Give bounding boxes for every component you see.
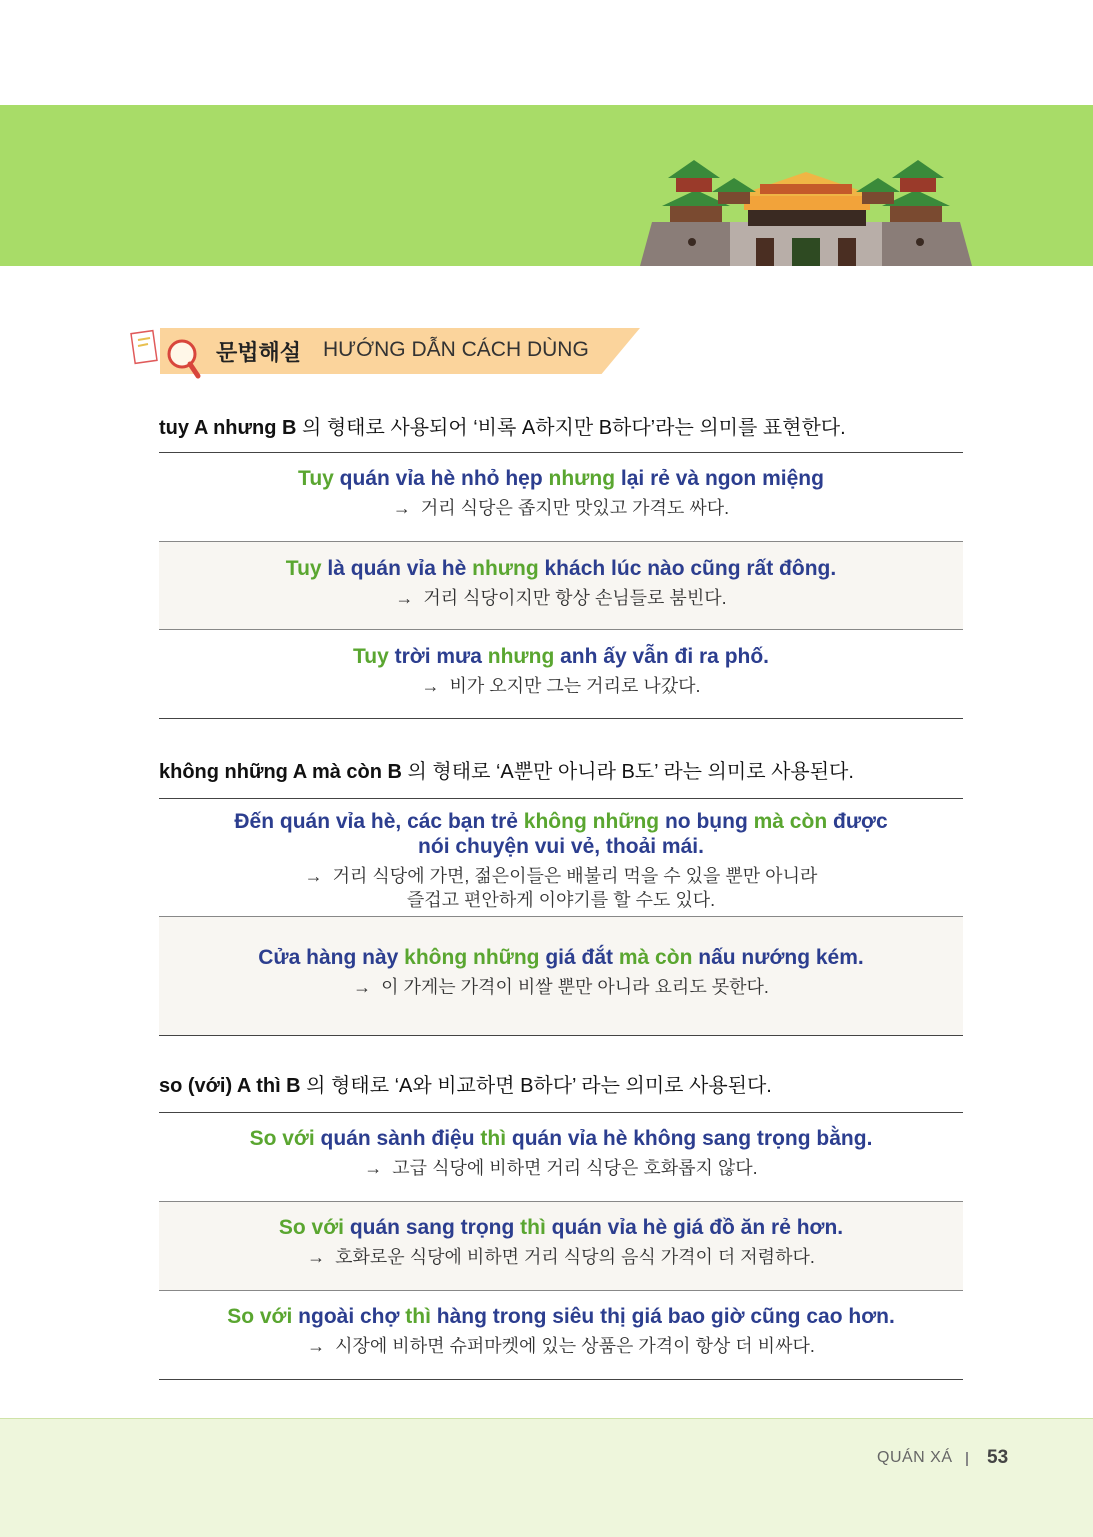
arrow-icon: →: [421, 676, 440, 696]
example-row: [159, 1113, 963, 1202]
sentence-text: hàng trong siêu thị giá bao giờ cũng cao hơn.: [430, 1305, 895, 1328]
example-row: [159, 917, 963, 1035]
grammar-keyword: nhưng: [487, 645, 555, 668]
sentence-text: quán vỉa hè giá đồ ăn rẻ hơn.: [545, 1216, 844, 1239]
sentence-text: quán vỉa hè không sang trọng bằng.: [506, 1127, 873, 1150]
sentence-text: ngoài chợ: [292, 1305, 406, 1328]
sentence-text: anh ấy vẫn đi ra phố.: [554, 645, 770, 668]
sentence-text: lại rẻ và ngon miệng: [615, 467, 824, 490]
magnifier-notes-icon: [130, 326, 202, 382]
rule-title: [159, 1069, 772, 1098]
translation-text: 고급 식당에 비하면 거리 식당은 호화롭지 않다.: [392, 1158, 758, 1178]
translation-text: 거리 식당에 가면, 젊은이들은 배불리 먹을 수 있을 뿐만 아니라 즐겁고 편안하게 이야기를 할 수도 있다.: [332, 866, 818, 910]
sentence-text: Đến quán vỉa hè, các bạn trẻ: [234, 810, 524, 833]
korean-translation: [159, 1245, 963, 1269]
sentence-text: Cửa hàng này: [258, 946, 405, 969]
footer-separator: [966, 1452, 968, 1466]
korean-translation: [159, 496, 963, 520]
grammar-keyword: So với: [249, 1127, 315, 1150]
rule-pattern: tuy A nhưng B: [159, 417, 297, 439]
sentence-text: quán sành điệu: [314, 1127, 481, 1150]
example-row: [159, 1202, 963, 1291]
heading-korean: 문법해설: [216, 340, 302, 365]
grammar-keyword: thì: [480, 1127, 507, 1150]
sentence-text: giá đắt: [539, 946, 619, 969]
rule-title: [159, 755, 854, 784]
translation-text: 호화로운 식당에 비하면 거리 식당의 음식 가격이 더 저렴하다.: [335, 1247, 815, 1267]
sentence-text: quán vỉa hè nhỏ hẹp: [333, 467, 549, 490]
translation-text: 거리 식당은 좁지만 맛있고 가격도 싸다.: [420, 498, 730, 518]
korean-translation: [159, 586, 963, 610]
example-row: [159, 799, 963, 917]
vietnamese-sentence: [159, 556, 963, 581]
sentence-text: khách lúc nào cũng rất đông.: [538, 557, 837, 580]
translation-text: 이 가게는 가격이 비쌀 뿐만 아니라 요리도 못한다.: [381, 977, 769, 997]
grammar-keyword: thì: [405, 1305, 431, 1328]
korean-translation: [159, 864, 963, 912]
korean-translation: [159, 1156, 963, 1180]
arrow-icon: →: [364, 1158, 383, 1178]
rule-pattern: không những A mà còn B: [159, 761, 402, 783]
sentence-text: nấu nướng kém.: [692, 946, 864, 969]
grammar-keyword: nhưng: [548, 467, 616, 490]
rule-description: 의 형태로 ‘A뿐만 아니라 B도’ 라는 의미로 사용된다.: [402, 761, 854, 783]
vietnamese-sentence: [159, 466, 963, 491]
arrow-icon: →: [392, 498, 411, 518]
korean-translation: [159, 674, 963, 698]
sentence-text: quán sang trọng: [343, 1216, 521, 1239]
grammar-keyword: không những: [523, 810, 660, 833]
sentence-text: là quán vỉa hè: [321, 557, 473, 580]
translation-text: 비가 오지만 그는 거리로 나갔다.: [449, 676, 701, 696]
sentence-text: no bụng: [659, 810, 754, 833]
footer-chapter-label: QUÁN XÁ: [877, 1449, 953, 1466]
grammar-keyword: Tuy: [298, 467, 334, 490]
korean-translation: [159, 1334, 963, 1358]
example-row: [159, 630, 963, 718]
korean-translation: [159, 975, 963, 999]
page-number: 53: [987, 1447, 1009, 1468]
vietnamese-sentence: [159, 809, 963, 859]
grammar-keyword: So với: [227, 1305, 293, 1328]
page-footer: [0, 1418, 1093, 1537]
example-row: [159, 542, 963, 630]
vietnamese-sentence: [159, 1304, 963, 1329]
palace-illustration: [640, 150, 972, 266]
grammar-keyword: mà còn: [618, 946, 693, 969]
sentence-text: được nói chuyện vui vẻ, thoải mái.: [418, 810, 888, 858]
arrow-icon: →: [307, 1247, 326, 1267]
rule-title: [159, 411, 846, 440]
rule-description: 의 형태로 ‘A와 비교하면 B하다’ 라는 의미로 사용된다.: [300, 1075, 772, 1097]
grammar-keyword: không những: [404, 946, 540, 969]
example-group: [159, 1112, 963, 1380]
arrow-icon: →: [395, 588, 414, 608]
vietnamese-sentence: [159, 945, 963, 970]
example-group: [159, 452, 963, 719]
grammar-keyword: Tuy: [352, 645, 389, 668]
rule-pattern: so (với) A thì B: [159, 1075, 301, 1097]
example-row: [159, 1291, 963, 1379]
grammar-keyword: mà còn: [753, 810, 828, 833]
heading-vietnamese: HƯỚNG DẪN CÁCH DÙNG: [323, 338, 589, 361]
vietnamese-sentence: [159, 644, 963, 669]
grammar-keyword: Tuy: [285, 557, 322, 580]
arrow-icon: →: [304, 866, 323, 886]
arrow-icon: →: [307, 1336, 326, 1356]
grammar-keyword: thì: [520, 1216, 546, 1239]
translation-text: 거리 식당이지만 항상 손님들로 붐빈다.: [423, 588, 727, 608]
vietnamese-sentence: [159, 1215, 963, 1240]
example-group: [159, 798, 963, 1036]
arrow-icon: →: [353, 977, 372, 997]
translation-text: 시장에 비하면 슈퍼마켓에 있는 상품은 가격이 항상 더 비싸다.: [335, 1336, 815, 1356]
rule-description: 의 형태로 사용되어 ‘비록 A하지만 B하다’라는 의미를 표현한다.: [296, 417, 846, 439]
sentence-text: trời mưa: [388, 645, 488, 668]
section-heading: [130, 326, 650, 382]
vietnamese-sentence: [159, 1126, 963, 1151]
grammar-keyword: nhưng: [472, 557, 539, 580]
grammar-keyword: So với: [278, 1216, 344, 1239]
example-row: [159, 453, 963, 542]
